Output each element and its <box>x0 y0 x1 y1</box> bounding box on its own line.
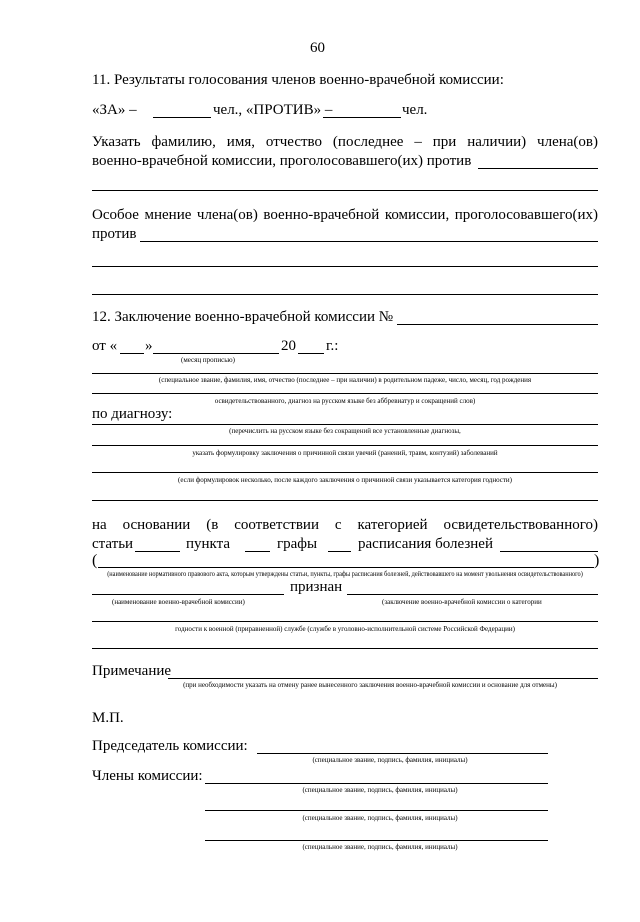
recognized-label: признан <box>290 579 343 595</box>
hint-legal-act: (наименование нормативного правового акта, которым утверждены статьи, пункты, графы расписания болезней, действовавшего на момент увольнения освидетельствованного) <box>107 570 583 578</box>
paren-close: ) <box>594 552 600 569</box>
opinion-field-2[interactable] <box>92 266 598 267</box>
basis-point-label: пункта <box>186 536 231 552</box>
protiv-unit-label: чел. <box>402 102 428 118</box>
diagnosis-label: по диагнозу: <box>92 406 173 422</box>
paren-open: ( <box>92 552 98 569</box>
date-month-field[interactable] <box>153 353 279 354</box>
za-unit-label: чел., «ПРОТИВ» – <box>213 102 333 118</box>
category-conclusion-field[interactable] <box>347 594 598 595</box>
hint-member-signature-1: (специальное звание, подпись, фамилия, инициалы) <box>302 786 458 794</box>
chair-signature-field[interactable] <box>257 753 548 754</box>
hint-diagnosis-1: (перечислить на русском языке без сокращений все установленные диагнозы, <box>229 427 461 435</box>
fio-instruction-line1: Указать фамилию, имя, отчество (последнее – при наличии) члена(ов) <box>92 134 598 150</box>
section-11-title: 11. Результаты голосования членов военно-врачебной комиссии: <box>92 72 504 88</box>
hint-category: (заключение военно-врачебной комиссии о категории <box>382 598 542 606</box>
hint-diagnosis-3: (если формулировок несколько, после каждого заключения о причинной связи указывается категория годности) <box>177 476 513 484</box>
hint-person-2: освидетельствованного, диагноз на русском языке без аббревиатур и сокращений слов) <box>214 397 476 405</box>
date-day-field[interactable] <box>120 353 144 354</box>
against-members-field[interactable] <box>478 168 598 169</box>
hint-diagnosis-2: указать формулировку заключения о причинной связи увечий (ранений, травм, контузий) заболеваний <box>192 449 498 457</box>
member-signature-field-1[interactable] <box>205 783 548 784</box>
hint-person-1: (специальное звание, фамилия, имя, отчество (последнее – при наличии) в родительном падеже, число, месяц, год рождения <box>158 376 532 384</box>
date-quote-close: » <box>145 338 153 354</box>
hint-month: (месяц прописью) <box>181 356 235 364</box>
member-signature-field-3[interactable] <box>205 840 548 841</box>
protiv-count-field[interactable] <box>323 117 401 118</box>
diagnosis-field-3[interactable] <box>92 472 598 473</box>
hint-chair-signature: (специальное звание, подпись, фамилия, инициалы) <box>312 756 468 764</box>
hint-commission: (наименование военно-врачебной комиссии) <box>112 598 245 606</box>
basis-schedule-label: расписания болезней <box>358 536 493 552</box>
opinion-field[interactable] <box>140 241 598 242</box>
basis-line1: на основании (в соответствии с категорией освидетельствованного) <box>92 517 598 533</box>
diagnosis-field-2[interactable] <box>92 445 598 446</box>
za-count-field[interactable] <box>153 117 211 118</box>
opinion-line2: против <box>92 226 137 242</box>
chair-label: Председатель комиссии: <box>92 738 248 754</box>
hint-fitness: годности к военной (приравненной) службе (службе в уголовно-исполнительной системе Российской Федерации) <box>175 625 515 633</box>
note-field[interactable] <box>168 678 598 679</box>
basis-article-label: статьи <box>92 536 134 552</box>
article-field[interactable] <box>135 551 180 552</box>
diagnosis-field-4[interactable] <box>92 500 598 501</box>
fitness-field-2[interactable] <box>92 648 598 649</box>
note-label: Примечание <box>92 663 172 679</box>
stamp-label: М.П. <box>92 710 124 726</box>
date-prefix: от « <box>92 338 118 354</box>
hint-member-signature-3: (специальное звание, подпись, фамилия, инициалы) <box>302 843 458 851</box>
basis-column-label: графы <box>277 536 318 552</box>
fio-instruction-line2: военно-врачебной комиссии, проголосовавшего(их) против <box>92 153 472 169</box>
hint-note: (при необходимости указать на отмену ранее вынесенного заключения военно-врачебной комиссии и основание для отмены) <box>183 681 557 689</box>
member-signature-field-2[interactable] <box>205 810 548 811</box>
diagnosis-field[interactable] <box>92 424 598 425</box>
date-year-field[interactable] <box>298 353 324 354</box>
page-number: 60 <box>310 40 325 56</box>
person-field[interactable] <box>92 373 598 374</box>
column-field[interactable] <box>328 551 351 552</box>
hint-member-signature-2: (специальное звание, подпись, фамилия, инициалы) <box>302 814 458 822</box>
against-members-field-2[interactable] <box>92 190 598 191</box>
conclusion-number-field[interactable] <box>397 324 598 325</box>
date-year-suffix: г.: <box>326 338 339 354</box>
opinion-line1: Особое мнение члена(ов) военно-врачебной комиссии, проголосовавшего(их) <box>92 207 598 223</box>
point-field[interactable] <box>245 551 270 552</box>
section-12-title: 12. Заключение военно-врачебной комиссии № <box>92 309 394 325</box>
commission-name-field[interactable] <box>92 594 284 595</box>
person-field-2[interactable] <box>92 393 598 394</box>
schedule-field[interactable] <box>500 551 598 552</box>
opinion-field-3[interactable] <box>92 294 598 295</box>
fitness-field[interactable] <box>92 621 598 622</box>
date-year-prefix: 20 <box>281 338 296 354</box>
members-label: Члены комиссии: <box>92 768 203 784</box>
legal-act-field[interactable] <box>98 567 594 568</box>
za-label: «ЗА» – <box>92 102 137 118</box>
